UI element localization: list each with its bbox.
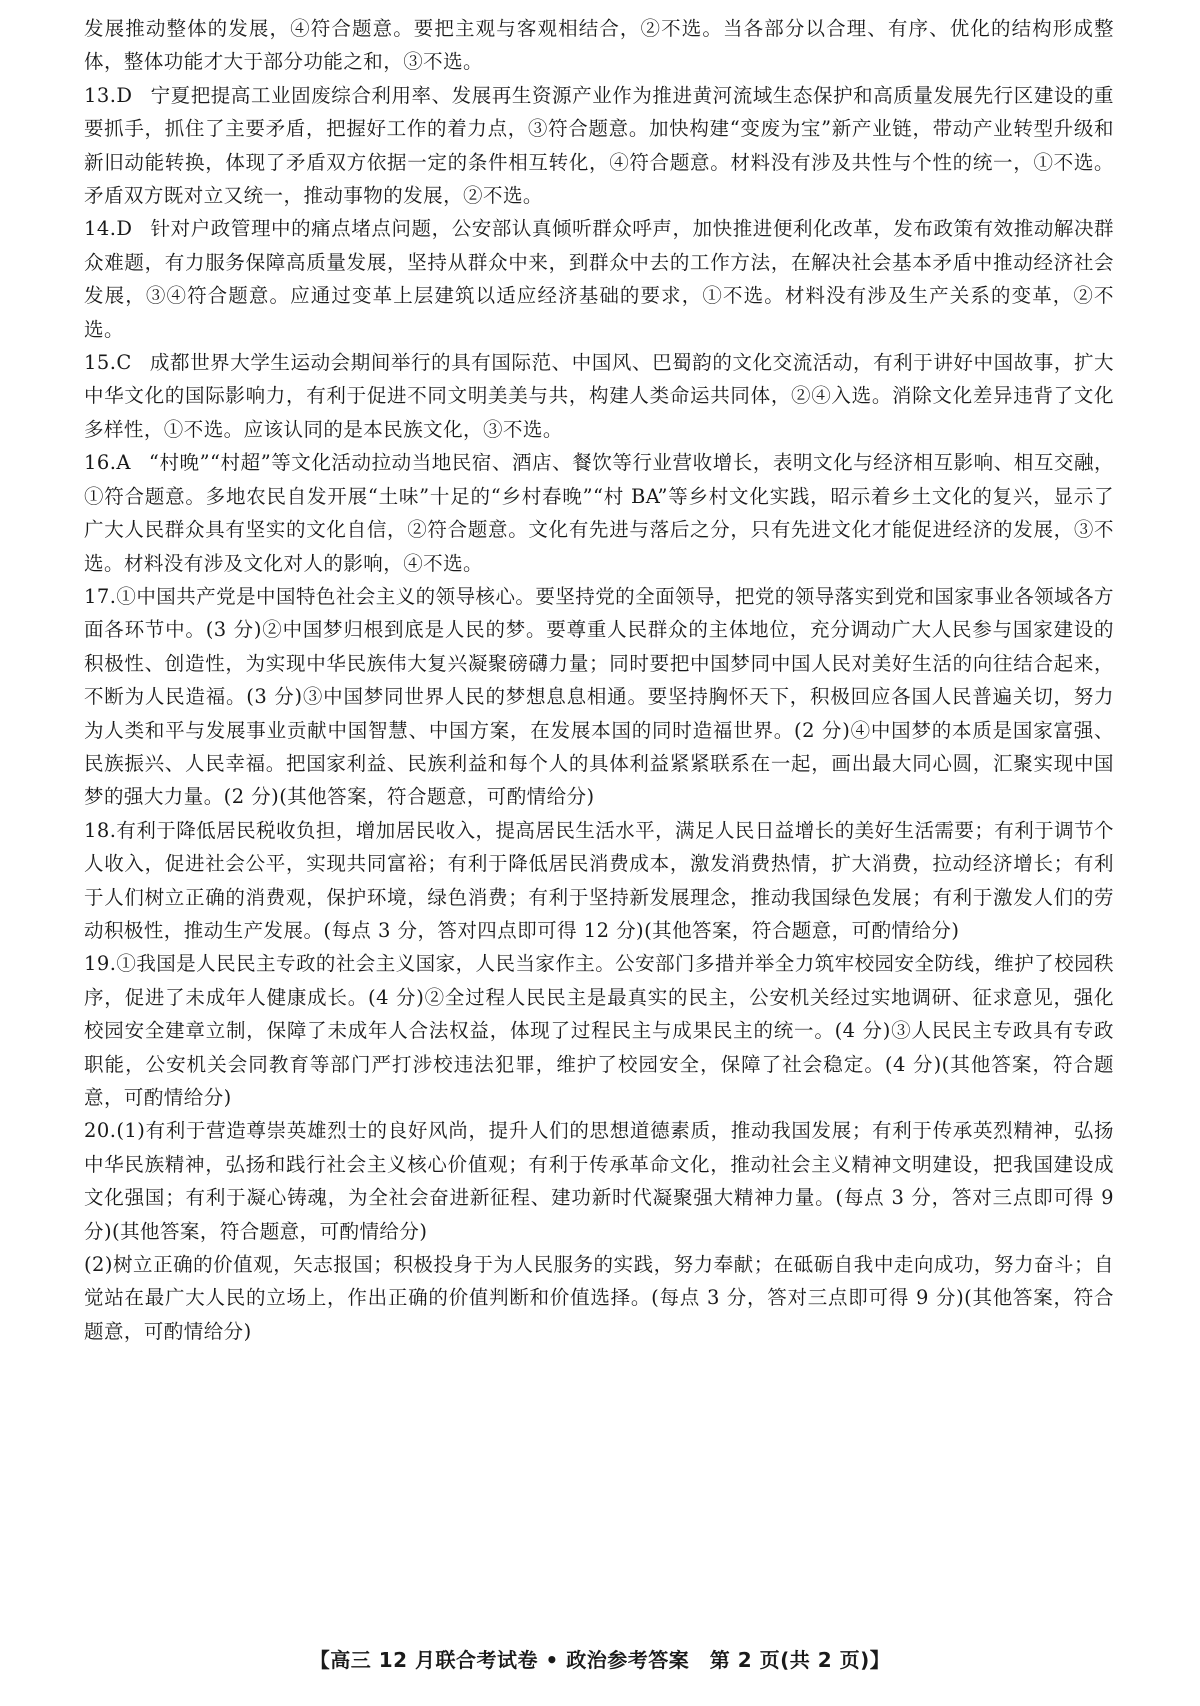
answer-item-20 bbox=[84, 1114, 1114, 1248]
item-explanation: ①中国共产党是中国特色社会主义的领导核心。要坚持党的全面领导，把党的领导落实到党和国家事业各领域各方面各环节中。(3 分)②中国梦归根到底是人民的梦。要尊重人民群众的主体地位，充分调动广大人民参与国家建设的积极性、创造性，为实现中华民族伟大复兴凝聚磅礴力量；同时要把中国梦同中国人民对美好生活的向往结合起来，不断为人民造福。(3 分)③中国梦同世界人民的梦想息息相通。要坚持胸怀天下，积极回应各国人民普遍关切，努力为人类和平与发展事业贡献中国智慧、中国方案，在发展本国的同时造福世界。(2 分)④中国梦的本质是国家富强、民族振兴、人民幸福。把国家利益、民族利益和每个人的具体利益紧紧联系在一起，画出最大同心圆，汇聚实现中国梦的强大力量。(2 分)(其他答案，符合题意，可酌情给分) bbox=[84, 584, 1114, 809]
item-explanation: 针对户政管理中的痛点堵点问题，公安部认真倾听群众呼声，加快推进便利化改革，发布政策有效推动解决群众难题，有力服务保障高质量发展，坚持从群众中来，到群众中去的工作方法，在解决社会基本矛盾中推动经济社会发展，③④符合题意。应通过变革上层建筑以适应经济基础的要求，①不选。材料没有涉及生产关系的变革，②不选。 bbox=[84, 217, 1114, 341]
item-explanation: 有利于降低居民税收负担，增加居民收入，提高居民生活水平，满足人民日益增长的美好生活需要；有利于调节个人收入，促进社会公平，实现共同富裕；有利于降低居民消费成本，激发消费热情，扩大消费，拉动经济增长；有利于人们树立正确的消费观，保护环境，绿色消费；有利于坚持新发展理念，推动我国绿色发展；有利于激发人们的劳动积极性，推动生产发展。(每点 3 分，答对四点即可得 12 分)(其他答案，符合题意，可酌情给分) bbox=[84, 818, 1114, 942]
answer-item-19 bbox=[84, 947, 1114, 1114]
page-footer: 【高三 12 月联合考试卷 • 政治参考答案 第 2 页(共 2 页)】 bbox=[309, 1648, 891, 1672]
item-number: 18. bbox=[84, 818, 117, 842]
item-number: 16. bbox=[84, 451, 117, 475]
answer-content bbox=[84, 12, 1114, 1348]
item-explanation-part-1: (1)有利于营造尊崇英雄烈士的良好风尚，提升人们的思想道德素质，推动我国发展；有利于传承英烈精神，弘扬中华民族精神，弘扬和践行社会主义核心价值观；有利于传承革命文化，推动社会主义精神文明建设，把我国建设成文化强国；有利于凝心铸魂，为全社会奋进新征程、建功新时代凝聚强大精神力量。(每点 3 分，答对三点即可得 9 分)(其他答案，符合题意，可酌情给分) bbox=[84, 1119, 1114, 1243]
item-number: 20. bbox=[84, 1119, 117, 1143]
answer-item-16 bbox=[84, 446, 1114, 580]
item-explanation: 成都世界大学生运动会期间举行的具有国际范、中国风、巴蜀韵的文化交流活动，有利于讲好中国故事，扩大中华文化的国际影响力，有利于促进不同文明美美与共，构建人类命运共同体，②④入选。消除文化差异违背了文化多样性，①不选。应该认同的是本民族文化，③不选。 bbox=[84, 351, 1114, 441]
item-explanation: “村晚”“村超”等文化活动拉动当地民宿、酒店、餐饮等行业营收增长，表明文化与经济相互影响、相互交融，①符合题意。多地农民自发开展“土味”十足的“乡村春晚”“村 BA”等乡村文化实践，昭示着乡土文化的复兴，显示了广大人民群众具有坚实的文化自信，②符合题意。文化有先进与落后之分，只有先进文化才能促进经济的发展，③不选。材料没有涉及文化对人的影响，④不选。 bbox=[84, 451, 1114, 575]
answer-item-13 bbox=[84, 79, 1114, 213]
item-number: 19. bbox=[84, 952, 117, 976]
item-answer-letter: D bbox=[116, 83, 133, 107]
answer-item-17 bbox=[84, 580, 1114, 814]
item-explanation: ①我国是人民民主专政的社会主义国家，人民当家作主。公安部门多措并举全力筑牢校园安全防线，维护了校园秩序，促进了未成年人健康成长。(4 分)②全过程人民民主是最真实的民主，公安机关经过实地调研、征求意见，强化校园安全建章立制，保障了未成年人合法权益，体现了过程民主与成果民主的统一。(4 分)③人民民主专政具有专政职能，公安机关会同教育等部门严打涉校违法犯罪，维护了校园安全，保障了社会稳定。(4 分)(其他答案，符合题意，可酌情给分) bbox=[84, 952, 1114, 1109]
answer-item-20-part-2: (2)树立正确的价值观，矢志报国；积极投身于为人民服务的实践，努力奉献；在砥砺自我中走向成功，努力奋斗；自觉站在最广大人民的立场上，作出正确的价值判断和价值选择。(每点 3 分，答对三点即可得 9 分)(其他答案，符合题意，可酌情给分) bbox=[84, 1253, 1114, 1343]
answer-item-14 bbox=[84, 212, 1114, 346]
item-answer-letter: D bbox=[116, 217, 133, 241]
answer-item-15 bbox=[84, 346, 1114, 446]
item-answer-letter: C bbox=[116, 351, 132, 375]
item-number: 17. bbox=[84, 584, 117, 608]
intro-paragraph: 发展推动整体的发展，④符合题意。要把主观与客观相结合，②不选。当各部分以合理、有序、优化的结构形成整体，整体功能才大于部分功能之和，③不选。 bbox=[84, 17, 1114, 74]
item-answer-letter: A bbox=[116, 451, 131, 475]
item-number: 14. bbox=[84, 217, 117, 241]
item-number: 13. bbox=[84, 83, 117, 107]
item-number: 15. bbox=[84, 351, 117, 375]
item-explanation: 宁夏把提高工业固废综合利用率、发展再生资源产业作为推进黄河流域生态保护和高质量发展先行区建设的重要抓手，抓住了主要矛盾，把握好工作的着力点，③符合题意。加快构建“变废为宝”新产业链，带动产业转型升级和新旧动能转换，体现了矛盾双方依据一定的条件相互转化，④符合题意。材料没有涉及共性与个性的统一，①不选。矛盾双方既对立又统一，推动事物的发展，②不选。 bbox=[84, 83, 1114, 208]
answer-item-18 bbox=[84, 814, 1114, 948]
